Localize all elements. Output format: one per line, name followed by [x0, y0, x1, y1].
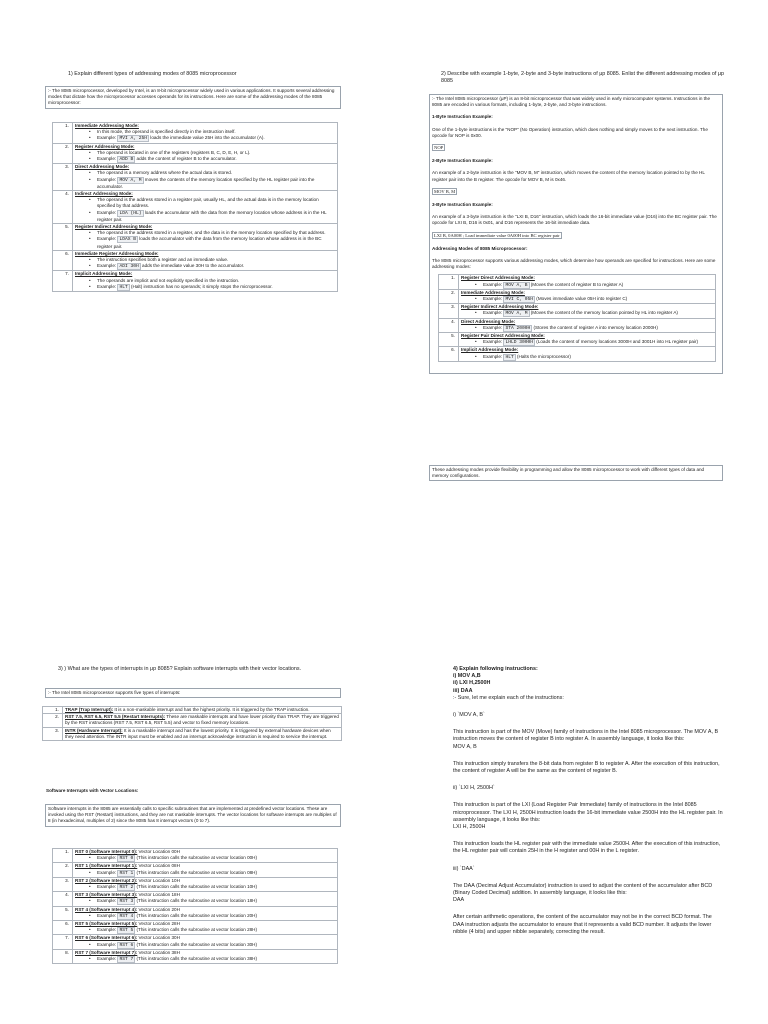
inline-code: MVI C, 05H: [505, 297, 534, 303]
mode-title: Direct Addressing Mode:: [75, 164, 130, 170]
q4-intro: :- Sure, let me explain each of the instructions:: [453, 694, 564, 701]
table-row: [53, 935, 338, 949]
list-item: [459, 333, 716, 347]
table-row: [53, 892, 338, 906]
list-item: [459, 318, 716, 332]
list-number: 3.: [53, 164, 73, 191]
bullet-text: The instruction specifies both a register and an immediate value.: [97, 257, 229, 263]
list-number: 5.: [53, 906, 73, 920]
q2-outro: These addressing modes provide flexibility in programming and allow the 8085 microprocessor to work with different types of data and memory configurations.: [429, 465, 723, 481]
q1-intro: :- The 8085 microprocessor, developed by Intel, is an 8-bit microprocessor widely used in various applications. It supports several addressing modes that dictate how the microprocessor accesses operands for its instructions. Here are some of the addressing modes of the 8085 microprocessor:: [45, 86, 341, 109]
inline-code: MOV A, B: [505, 282, 528, 288]
q4-heading: 4) Explain following instructions:: [453, 666, 538, 672]
list-item: [73, 224, 338, 251]
q4-s3-text-2: After certain arithmetic operations, the content of the accumulator may not be in the correct BCD format. The DAA instruction adjusts the accumulator to ensure that it represents a valid BCD number. It adjusts the lower nibble (4 bits) and upper nibble separately, correcting the result.: [453, 914, 712, 935]
bullet-item: [461, 296, 713, 303]
bullet-text: Example:: [97, 283, 118, 289]
bullet-text: (Moves the content of register B to register A): [529, 281, 624, 287]
rst-vector: Vector Location 28H: [137, 921, 180, 927]
bullet-text: (Stores the content of register A into memory location 2000H): [532, 324, 658, 330]
bullet-text: The operand is the address stored in a register pair, usually HL, and the actual data is in the memory location specified by that address.: [97, 197, 319, 209]
bullet-item: [75, 156, 335, 163]
list-item: [459, 289, 716, 303]
bullet-item: • Example: RST 4 (This instruction calls the subroutine at vector location 20H): [75, 913, 335, 920]
list-number: 8.: [53, 949, 73, 963]
inline-code: RST 2: [119, 885, 134, 891]
inline-code: MVI A, 25H: [119, 136, 148, 142]
list-number: 3.: [53, 877, 73, 891]
bullet-text: adds the immediate value 30H to the accumulator.: [140, 263, 245, 269]
bullet-item: [75, 177, 335, 190]
list-item: [73, 164, 338, 191]
table-row: [53, 949, 338, 963]
q4-s3-title: iii) `DAA`: [453, 865, 475, 872]
bullet-text: Example:: [97, 209, 118, 215]
inline-code: STA 2000H: [505, 325, 531, 331]
table-row: [53, 164, 338, 191]
list-number: 2.: [439, 289, 459, 303]
inline-code: LDAX B: [119, 237, 136, 243]
rst-title: RST 3 (Software Interrupt 3):: [75, 892, 138, 898]
bullet-item: [75, 263, 335, 270]
q2-h3: 3-Byte Instruction Example:: [432, 202, 493, 208]
inline-code: RST 0: [119, 856, 134, 862]
bullet-item: [75, 210, 335, 223]
table-row: [53, 191, 338, 224]
table-row: [53, 250, 338, 271]
interrupt-title: TRAP (Trap Interrupt):: [65, 707, 114, 712]
q3-sw-heading: Software Interrupts with Vector Locations:: [46, 788, 139, 793]
bullet-item: [461, 282, 713, 289]
q4-s2-title: ii) `LXI H, 2500H`: [453, 785, 495, 792]
table-row: [53, 271, 338, 292]
q3-types-table: [42, 706, 342, 741]
q2-p3: An example of a 3-byte instruction is the "LXI B, D16" instruction, which loads the 16-bit immediate value (D16) into the BC register pair. The opcode for LXI B, D16 is 0x01, and D16 represents the 16-bit immediate data.: [432, 214, 717, 226]
bullet-item: • Example: RST 0 (This instruction calls the subroutine at vector location 00H): [75, 855, 335, 862]
list-number: 6.: [53, 250, 73, 271]
list-item: [73, 892, 338, 906]
inline-code: RST 1: [119, 870, 134, 876]
list-number: 7.: [53, 271, 73, 292]
q4-item-1: i) MOV A,B: [453, 673, 481, 680]
table-row: [439, 318, 716, 332]
interrupt-text: It is a maskable interrupt and has the lowest priority. It is triggered by external hardware devices when they need attention. The INTR input must be enabled and an interrupt acknowledge instruction is required to service the interrupt.: [65, 727, 331, 739]
table-row: [43, 714, 342, 727]
q2-p1: One of the 1-byte instructions is the "NOP" (No Operation) instruction, which does nothing and simply moves to the next instruction. The opcode for NOP is 0x00.: [432, 126, 708, 138]
bullet-item: • Example: RST 3 (This instruction calls the subroutine at vector location 18H): [75, 898, 335, 905]
table-row: [43, 727, 342, 740]
bullet-text: Example:: [97, 156, 118, 162]
table-row: [53, 123, 338, 144]
q2-intro: :- The Intel 8085 microprocessor (μP) is an 8-bit microprocessor that was widely used in early microcomputer systems. Instructions in the 8085 are encoded in various formats, including 1-byte, 2-byte, and 3-byte instructions.: [432, 96, 711, 108]
rst-vector: Vector Location 20H: [137, 906, 180, 912]
list-number: 4.: [439, 318, 459, 332]
list-number: 7.: [53, 935, 73, 949]
q3-sw-intro: Software interrupts in the 8085 are essentially calls to specific subroutines that are implemented at predefined vector locations. These are invoked using the RST (Restart) instructions, and they are not maskable interrupts. The vector locations for software interrupts are multiples of 8 (in hexadecimal, multiples of 2) since the 8085 has 8 interrupt vectors (0 to 7).: [45, 804, 341, 827]
q4-s1-code: MOV A, B: [453, 743, 477, 750]
q4-s1-text: This instruction is part of the MOV (Move) family of instructions in the Intel 8085 microprocessor. The MOV A, B instruction moves the content of register B into register A. In assembly language, it looks like this:: [453, 729, 719, 743]
bullet-item: • Example: RST 7 (This instruction calls the subroutine at vector location 38H): [75, 956, 335, 963]
q2-h4: Addressing Modes of 8085 Microprocessor:: [432, 245, 528, 251]
list-number: 1.: [53, 849, 73, 863]
q2-h1: 1-Byte Instruction Example:: [432, 114, 493, 120]
bullet-text: (This instruction calls the subroutine at vector location 28H): [135, 927, 258, 933]
q2-code-3: LXI B, 0A00H ; Load immediate value 0A00H into BC register pair: [434, 232, 560, 238]
bullet-text: loads the accumulator with the data from the memory location whose address is in the BC register pair.: [97, 236, 322, 249]
q4-s2-text: This instruction is part of the LXI (Load Register Pair Immediate) family of instructions in the Intel 8085 microprocessor. The LXI H, 2500H instruction loads the 16-bit immediate value 2500H into the HL register pair. In assembly language, it looks like this:: [453, 802, 723, 823]
mode-title: Implicit Addressing Mode:: [461, 347, 519, 353]
q1-modes-list: [52, 122, 338, 292]
mode-title: Immediate Register Addressing Mode:: [75, 250, 159, 256]
q1-heading: 1) Explain different types of addressing modes of 8085 microprocessor: [68, 71, 237, 77]
list-item: [459, 275, 716, 289]
list-number: 2.: [53, 863, 73, 877]
bullet-text: Example:: [483, 324, 504, 330]
bullet-item: [75, 135, 335, 142]
interrupt-text: These are maskable interrupts and have lower priority than TRAP. They are triggered by the RST instructions (RST 7.5, RST 6.5, RST 5.5) and vector to fixed memory locations.: [65, 714, 339, 726]
bullet-text: Example:: [97, 236, 118, 242]
table-row: [53, 863, 338, 877]
inline-code: ADD B: [119, 157, 134, 163]
q3-intro: :- The Intel 8085 microprocessor supports five types of interrupts:: [45, 688, 341, 698]
list-number: 3.: [43, 727, 63, 740]
list-item: [63, 707, 342, 714]
bullet-item: [75, 197, 335, 209]
bullet-text: loads the accumulator with the data from the memory location whose address is in the HL register pair.: [97, 209, 327, 222]
mode-title: Register Indirect Addressing Mode:: [75, 224, 153, 230]
bullet-text: moves the contents of the memory location specified by the HL register pair into the accumulator.: [97, 176, 315, 189]
q3-rst-table: [52, 848, 338, 964]
bullet-text: adds the content of register B to the accumulator.: [135, 156, 237, 162]
mode-title: Register Direct Addressing Mode:: [461, 275, 535, 281]
rst-title: RST 2 (Software Interrupt 2):: [75, 877, 138, 883]
list-number: 1.: [53, 123, 73, 144]
list-item: [73, 143, 338, 164]
q2-modes-table: [438, 274, 716, 361]
bullet-text: Example:: [483, 281, 504, 287]
list-item: [73, 191, 338, 224]
table-row: [439, 347, 716, 361]
bullet-item: [461, 354, 713, 361]
bullet-item: [461, 325, 713, 332]
mode-title: Indirect Addressing Mode:: [75, 191, 133, 197]
q2-heading: 2) Describe with example 1-byte, 2-byte and 3-byte instructions of μp 8085. Enlist the different addressing modes of μp 8085: [441, 71, 724, 85]
bullet-text: (This instruction calls the subroutine at vector location 00H): [135, 855, 258, 861]
rst-vector: Vector Location 00H: [137, 849, 180, 854]
rst-title: RST 1 (Software Interrupt 1):: [75, 863, 138, 869]
q2-code-2: MOV B, M: [434, 188, 456, 194]
bullet-text: The operand is a memory address where the actual data is stored.: [97, 170, 233, 176]
list-item: [73, 921, 338, 935]
list-item: [73, 271, 338, 292]
bullet-item: [461, 339, 713, 346]
mode-title: Direct Addressing Mode:: [461, 318, 516, 324]
inline-code: RST 7: [119, 957, 134, 963]
table-row: [53, 921, 338, 935]
rst-vector: Vector Location 10H: [137, 877, 180, 883]
bullet-text: loads the immediate value 25H into the accumulator (A).: [149, 135, 265, 141]
bullet-text: Example:: [97, 176, 118, 182]
list-number: 3.: [439, 304, 459, 318]
inline-code: MOV A, M: [505, 311, 528, 317]
inline-code: LHLD 3000H: [505, 340, 534, 346]
table-row: [439, 275, 716, 289]
table-row: [53, 143, 338, 164]
bullet-text: Example:: [483, 310, 504, 316]
mode-title: Immediate Addressing Mode:: [75, 123, 139, 128]
table-row: [53, 849, 338, 863]
q2-p4: The 8085 microprocessor supports various addressing modes, which determine how operands are specified for instructions. Here are some addressing modes:: [432, 258, 716, 270]
table-row: [439, 289, 716, 303]
q2-h2: 2-Byte Instruction Example:: [432, 158, 493, 164]
bullet-text: (This instruction calls the subroutine at vector location 08H): [135, 869, 258, 875]
list-number: 6.: [53, 921, 73, 935]
bullet-text: (This instruction calls the subroutine at vector location 18H): [135, 898, 258, 904]
bullet-text: The operand is the address stored in a register, and the data is in the memory location specified by that address.: [97, 230, 326, 236]
rst-title: RST 5 (Software Interrupt 5):: [75, 921, 138, 927]
q4-s1-text-2: This instruction simply transfers the 8-bit data from register B to register A. After the execution of this instruction, the content of register A will be the same as the content of register B.: [453, 760, 720, 775]
table-row: [439, 333, 716, 347]
q2-code-1: NOP: [434, 145, 444, 151]
inline-code: ADI 30H: [119, 264, 139, 270]
q4-s1-title: i) `MOV A, B`: [453, 712, 485, 719]
list-item: [63, 727, 342, 740]
list-number: 4.: [53, 892, 73, 906]
bullet-text: Example:: [97, 263, 118, 269]
q3-heading: 3) ) What are the types of interrupts in μp 8085? Explain software interrupts with their vector locations.: [58, 666, 302, 672]
q4-s3-text: The DAA (Decimal Adjust Accumulator) instruction is used to adjust the content of the accumulator after BCD (Binary Coded Decimal) addition. In assembly language, it looks like this:: [453, 882, 713, 897]
list-item: [73, 863, 338, 877]
list-item: [73, 123, 338, 144]
bullet-text: (Moves the content of the memory location pointed by HL into register A): [529, 310, 678, 316]
rst-title: RST 7 (Software Interrupt 7):: [75, 949, 138, 955]
interrupt-title: RST 7.5, RST 6.5, RST 5.5 (Restart Interrupts):: [65, 714, 166, 720]
table-row: [53, 877, 338, 891]
list-number: 4.: [53, 191, 73, 224]
rst-vector: Vector Location 08H: [137, 863, 180, 869]
inline-code: RST 4: [119, 913, 134, 919]
table-row: [43, 707, 342, 714]
mode-title: Register Indirect Addressing Mode:: [461, 304, 539, 310]
bullet-text: (This instruction calls the subroutine at vector location 30H): [135, 941, 258, 947]
q4-block: [453, 666, 723, 936]
bullet-item: • Example: RST 5 (This instruction calls the subroutine at vector location 28H): [75, 927, 335, 934]
bullet-text: (Loads the content of memory locations 3000H and 3001H into HL register pair): [535, 339, 699, 345]
mode-title: Register Pair Direct Addressing Mode:: [461, 333, 545, 339]
bullet-text: (This instruction calls the subroutine at vector location 38H): [135, 956, 258, 962]
rst-title: RST 6 (Software Interrupt 6):: [75, 935, 138, 941]
table-row: [53, 224, 338, 251]
bullet-text: (This instruction calls the subroutine at vector location 10H): [135, 884, 258, 890]
bullet-item: [75, 284, 335, 291]
mode-title: Register Addressing Mode:: [75, 143, 135, 149]
inline-code: RST 3: [119, 899, 134, 905]
list-item: [73, 935, 338, 949]
q1-modes-table: [52, 122, 338, 292]
inline-code: MOV A, M: [119, 177, 142, 183]
inline-code: RST 6: [119, 942, 134, 948]
bullet-item: [75, 236, 335, 249]
bullet-text: The operands are implicit and not explicitly specified in the instruction.: [97, 277, 240, 283]
table-row: [53, 906, 338, 920]
list-item: [63, 714, 342, 727]
list-item: [73, 849, 338, 863]
list-number: 2.: [53, 143, 73, 164]
list-item: [73, 250, 338, 271]
inline-code: HLT: [119, 284, 128, 290]
interrupt-text: It is a non-maskable interrupt and has the highest priority. It is triggered by the TRAP instruction.: [113, 707, 310, 712]
bullet-text: Example:: [483, 353, 504, 359]
table-row: [439, 304, 716, 318]
bullet-text: Example:: [483, 296, 504, 302]
bullet-text: In this mode, the operand is specified directly in the instruction itself.: [97, 129, 236, 135]
q4-item-3: iii) DAA: [453, 687, 473, 694]
bullet-text: Example:: [483, 339, 504, 345]
rst-vector: Vector Location 18H: [137, 892, 180, 898]
bullet-item: • Example: RST 2 (This instruction calls the subroutine at vector location 10H): [75, 884, 335, 891]
list-item: [73, 949, 338, 963]
q4-s2-text-2: This instruction loads the HL register pair with the immediate value 2500H. After the execution of this instruction, the HL register pair will contain 25H in the H register and 00H in the L register.: [453, 841, 721, 855]
rst-vector: Vector Location 38H: [137, 949, 180, 955]
rst-title: RST 4 (Software Interrupt 4):: [75, 906, 138, 912]
list-number: 1.: [43, 707, 63, 714]
list-number: 6.: [439, 347, 459, 361]
list-item: [459, 347, 716, 361]
list-number: 5.: [439, 333, 459, 347]
inline-code: HLT: [505, 354, 514, 360]
q4-s3-code: DAA: [453, 897, 465, 904]
list-number: 2.: [43, 714, 63, 727]
bullet-item: [461, 310, 713, 317]
mode-title: Immediate Addressing Mode:: [461, 289, 525, 295]
bullet-text: (Moves immediate value 05H into register C): [535, 296, 628, 302]
q4-s2-code: LXI H, 2500H: [453, 824, 486, 831]
bullet-text: (This instruction calls the subroutine at vector location 20H): [135, 912, 258, 918]
bullet-item: • Example: RST 1 (This instruction calls the subroutine at vector location 08H): [75, 870, 335, 877]
q4-item-2: ii) LXI H,2500H: [453, 680, 491, 687]
q2-answer-box: [429, 94, 723, 374]
inline-code: LDA (HL): [119, 210, 142, 216]
bullet-text: The operand is located in one of the registers (registers B, C, D, E, H, or L).: [97, 149, 251, 155]
list-number: 1.: [439, 275, 459, 289]
list-item: [73, 906, 338, 920]
rst-vector: Vector Location 30H: [137, 935, 180, 941]
bullet-text: (Halts the microprocessor): [515, 353, 571, 359]
inline-code: RST 5: [119, 928, 134, 934]
bullet-item: • Example: RST 6 (This instruction calls the subroutine at vector location 30H): [75, 942, 335, 949]
mode-title: Implicit Addressing Mode:: [75, 271, 133, 277]
bullet-text: (Halt) instruction has no operands; it simply stops the microprocessor.: [129, 283, 273, 289]
interrupt-title: INTR (Hardware Interrupt):: [65, 727, 123, 733]
list-item: [73, 877, 338, 891]
rst-title: RST 0 (Software Interrupt 0):: [75, 849, 138, 854]
q2-p2: An example of a 2-byte instruction is the "MOV B, M" instruction, which moves the content of the memory location pointed to by the HL register pair into the B register. The opcode for MOV B, M is 0x46.: [432, 170, 705, 182]
list-item: [459, 304, 716, 318]
list-number: 5.: [53, 224, 73, 251]
bullet-text: Example:: [97, 135, 118, 141]
